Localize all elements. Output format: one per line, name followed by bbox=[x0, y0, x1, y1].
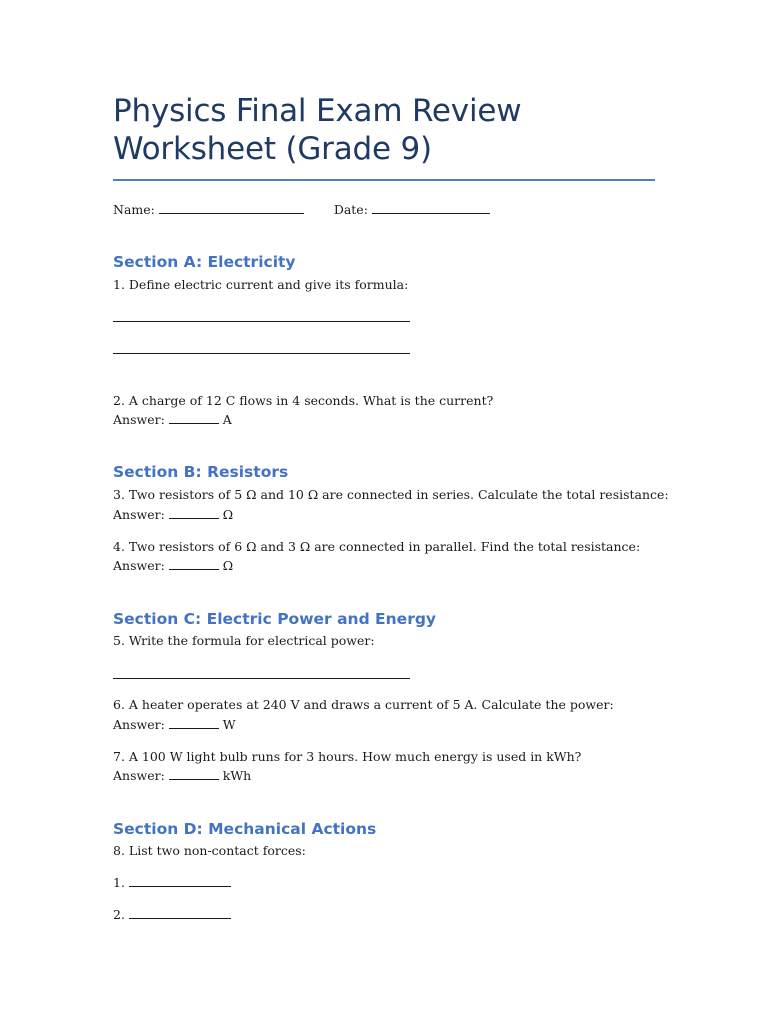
question-5: 5. Write the formula for electrical power: bbox=[113, 633, 375, 648]
section-c-heading: Section C: Electric Power and Energy bbox=[113, 610, 437, 628]
answer-line-1b[interactable] bbox=[113, 353, 410, 354]
question-7: 7. A 100 W light bulb runs for 3 hours. How much energy is used in kWh? bbox=[113, 749, 582, 764]
answer-field-3[interactable] bbox=[169, 507, 219, 519]
page-title: Physics Final Exam Review Worksheet (Grade 9) bbox=[113, 93, 522, 167]
answer-label: Answer: bbox=[113, 768, 165, 783]
question-6: 6. A heater operates at 240 V and draws a current of 5 A. Calculate the power: bbox=[113, 697, 614, 712]
name-field[interactable] bbox=[159, 202, 304, 214]
answer-row-6 bbox=[113, 717, 236, 733]
unit-label: Ω bbox=[222, 558, 234, 573]
list-number: 2. bbox=[113, 907, 125, 922]
question-2: 2. A charge of 12 C flows in 4 seconds. What is the current? bbox=[113, 393, 494, 408]
answer-row-7 bbox=[113, 768, 251, 784]
answer-label: Answer: bbox=[113, 558, 165, 573]
section-b-heading: Section B: Resistors bbox=[113, 463, 289, 481]
list-item-1 bbox=[113, 875, 231, 891]
list-answer-field-1[interactable] bbox=[129, 875, 231, 887]
date-field[interactable] bbox=[372, 202, 490, 214]
answer-label: Answer: bbox=[113, 507, 165, 522]
answer-row-3 bbox=[113, 507, 233, 523]
unit-label: A bbox=[222, 412, 232, 427]
list-item-2 bbox=[113, 907, 231, 923]
answer-field-7[interactable] bbox=[169, 768, 219, 780]
title-divider bbox=[113, 179, 655, 181]
date-label: Date: bbox=[333, 202, 368, 217]
question-8: 8. List two non-contact forces: bbox=[113, 843, 306, 858]
unit-label: Ω bbox=[222, 507, 234, 522]
unit-label: W bbox=[222, 717, 236, 732]
unit-label: kWh bbox=[222, 768, 252, 783]
answer-line-1a[interactable] bbox=[113, 321, 410, 322]
question-4: 4. Two resistors of 6 Ω and 3 Ω are connected in parallel. Find the total resistance: bbox=[113, 539, 641, 554]
answer-row-4 bbox=[113, 558, 233, 574]
list-answer-field-2[interactable] bbox=[129, 907, 231, 919]
answer-field-6[interactable] bbox=[169, 717, 219, 729]
answer-field-2[interactable] bbox=[169, 412, 219, 424]
answer-label: Answer: bbox=[113, 717, 165, 732]
question-1: 1. Define electric current and give its formula: bbox=[113, 277, 409, 292]
name-date-row bbox=[113, 202, 490, 218]
answer-line-5[interactable] bbox=[113, 678, 410, 679]
answer-label: Answer: bbox=[113, 412, 165, 427]
section-d-heading: Section D: Mechanical Actions bbox=[113, 820, 377, 838]
list-number: 1. bbox=[113, 875, 125, 890]
question-3: 3. Two resistors of 5 Ω and 10 Ω are connected in series. Calculate the total resistance: bbox=[113, 487, 669, 502]
name-label: Name: bbox=[113, 202, 155, 217]
answer-field-4[interactable] bbox=[169, 558, 219, 570]
section-a-heading: Section A: Electricity bbox=[113, 253, 296, 271]
answer-row-2 bbox=[113, 412, 232, 428]
